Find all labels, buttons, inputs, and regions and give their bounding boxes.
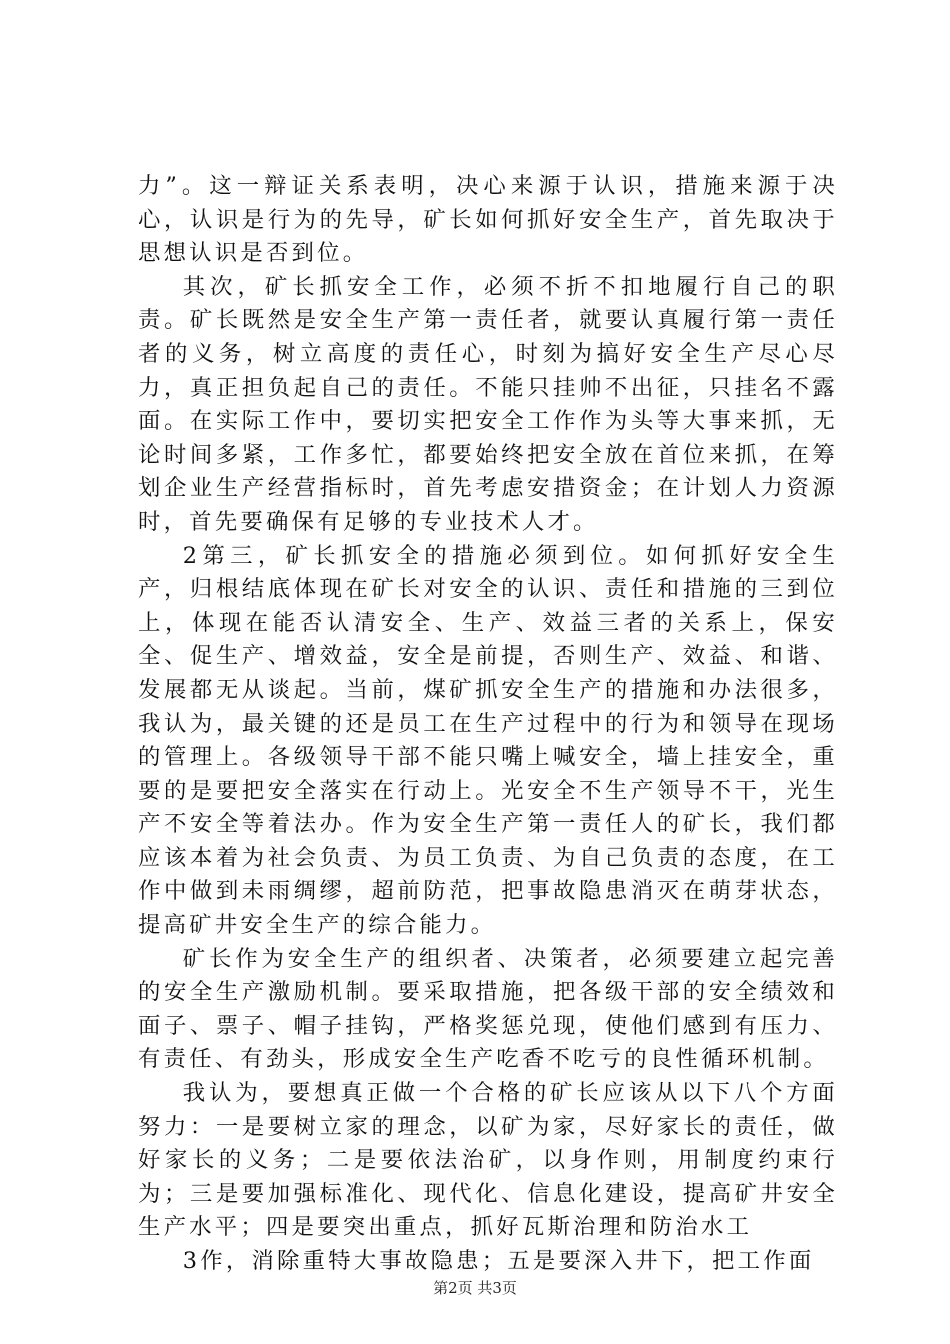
page-footer: 第2页 共3页 [433, 1279, 517, 1297]
document-body [138, 170, 838, 1279]
paragraph-1: 力”。这一辩证关系表明，决心来源于认识，措施来源于决心，认识是行为的先导，矿长如何抓好安全生产，首先取决于思想认识是否到位。 [138, 173, 838, 267]
paragraph-2: 其次，矿长抓安全工作，必须不折不扣地履行自己的职责。矿长既然是安全生产第一责任者，就要认真履行第一责任者的义务，树立高度的责任心，时刻为搞好安全生产尽心尽力，真正担负起自己的责任。不能只挂帅不出征，只挂名不露面。在实际工作中，要切实把安全工作作为头等大事来抓，无论时间多紧，工作多忙，都要始终把安全放在首位来抓，在筹划企业生产经营指标时，首先考虑安措资金；在计划人力资源时，首先要确保有足够的专业技术人才。 [138, 273, 838, 535]
paragraph-4: 矿长作为安全生产的组织者、决策者，必须要建立起完善的安全生产激励机制。要采取措施，把各级干部的安全绩效和面子、票子、帽子挂钩，严格奖惩兑现，使他们感到有压力、有责任、有劲头，形成安全生产吃香不吃亏的良性循环机制。 [138, 945, 838, 1073]
paragraph-3: 2第三，矿长抓安全的措施必须到位。如何抓好安全生产，归根结底体现在矿长对安全的认识、责任和措施的三到位上，体现在能否认清安全、生产、效益三者的关系上，保安全、促生产、增效益，安全是前提，否则生产、效益、和谐、发展都无从谈起。当前，煤矿抓安全生产的措施和办法很多，我认为，最关键的还是员工在生产过程中的行为和领导在现场的管理上。各级领导干部不能只嘴上喊安全，墙上挂安全，重要的是要把安全落实在行动上。光安全不生产领导不干，光生产不安全等着法办。作为安全生产第一责任人的矿长，我们都应该本着为社会负责、为员工负责、为自己负责的态度，在工作中做到未雨绸缪，超前防范，把事故隐患消灭在萌芽状态，提高矿井安全生产的综合能力。 [138, 542, 838, 939]
paragraph-6: 3作，消除重特大事故隐患；五是要深入井下，把工作面 [182, 1248, 815, 1274]
paragraph-5: 我认为，要想真正做一个合格的矿长应该从以下八个方面努力：一是要树立家的理念，以矿为家，尽好家长的责任，做好家长的义务；二是要依法治矿，以身作则，用制度约束行为；三是要加强标准化、现代化、信息化建设，提高矿井安全生产水平；四是要突出重点，抓好瓦斯治理和防治水工 [138, 1080, 838, 1241]
